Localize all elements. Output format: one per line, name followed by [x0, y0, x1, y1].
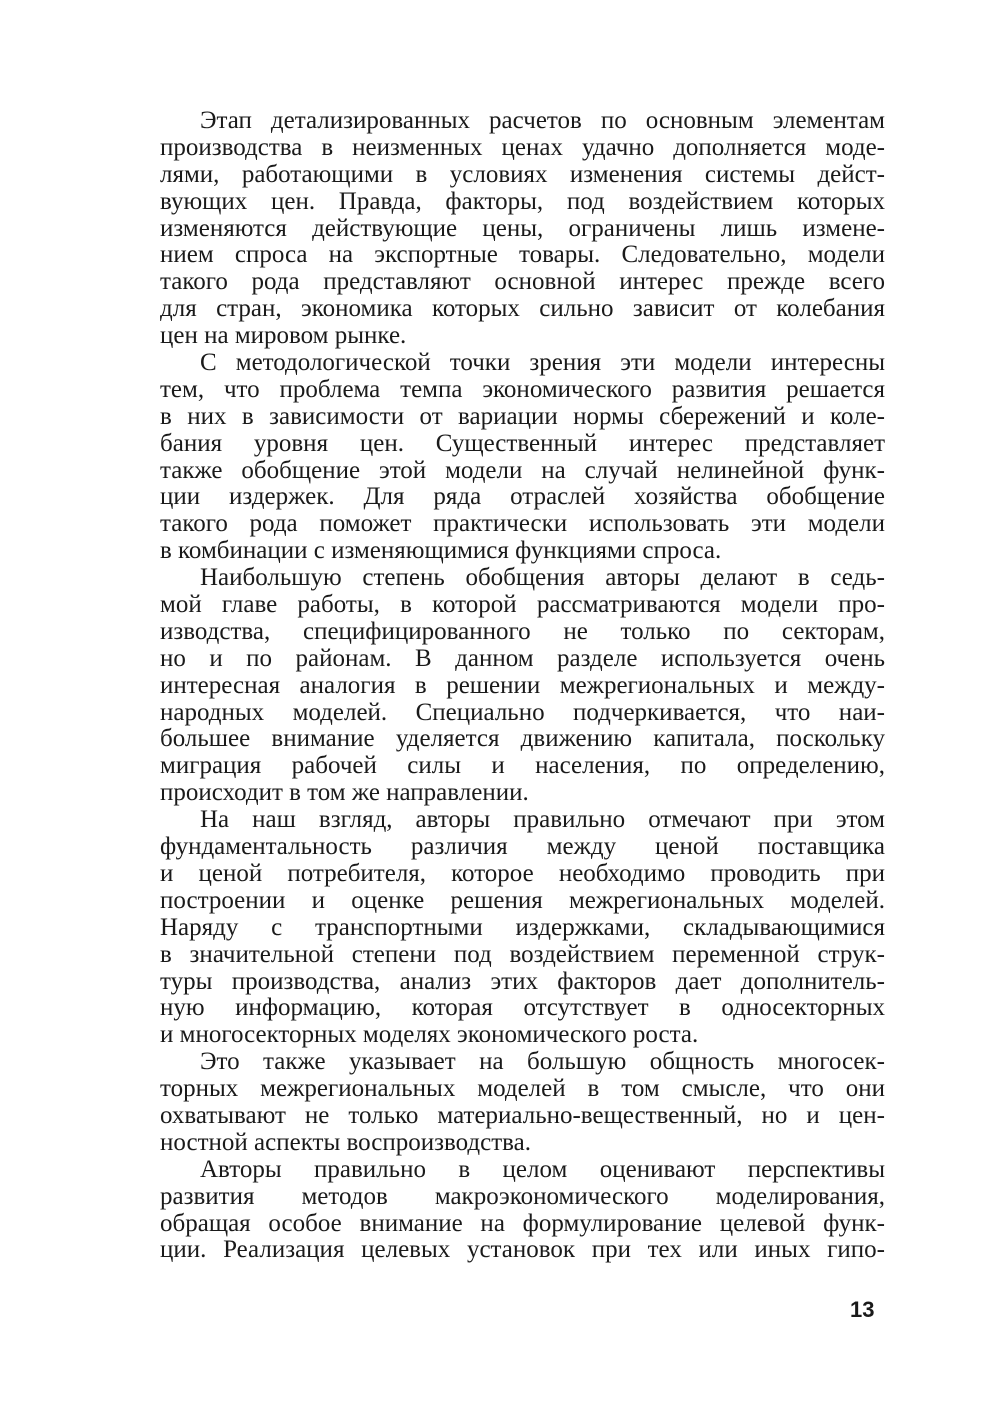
page-number: 13: [850, 1297, 875, 1322]
body-text: [160, 108, 885, 1264]
text-line: нием спроса на экспортные товары. Следовательно, модели: [160, 241, 885, 269]
text-line: народных моделей. Специально подчеркивается, что наи-: [160, 698, 885, 726]
text-line: Авторы правильно в целом оценивают перспективы: [200, 1155, 885, 1183]
text-line: в значительной степени под воздействием переменной струк-: [160, 940, 885, 968]
text-line: изводства, специфицированного не только по секторам,: [160, 617, 885, 645]
paragraph: [160, 565, 885, 807]
text-line: происходит в том же направлении.: [160, 779, 529, 807]
text-line: С методологической точки зрения эти модели интересны: [200, 349, 885, 377]
text-line: Этап детализированных расчетов по основным элементам: [200, 107, 885, 134]
paragraph: [160, 350, 885, 565]
text-line: бания уровня цен. Существенный интерес представляет: [160, 429, 885, 457]
text-line: развития методов макроэкономического моделирования,: [160, 1182, 885, 1210]
paragraph: [160, 807, 885, 1049]
text-line: и многосекторных моделях экономического роста.: [160, 1021, 699, 1049]
text-line: На наш взгляд, авторы правильно отмечают при этом: [200, 806, 885, 834]
paragraph: [160, 108, 885, 350]
text-line: вующих цен. Правда, факторы, под воздействием которых: [160, 187, 885, 215]
text-line: также обобщение этой модели на случай нелинейной функ-: [160, 456, 885, 484]
text-line: фундаментальность различия между ценой поставщика: [160, 833, 885, 861]
text-line: Наряду с транспортными издержками, складывающимися: [160, 913, 885, 941]
text-line: ции. Реализация целевых установок при тех или иных гипо-: [160, 1236, 885, 1264]
text-line: ностной аспекты воспроизводства.: [160, 1128, 531, 1156]
text-line: туры производства, анализ этих факторов дает дополнитель-: [160, 967, 885, 995]
text-line: большее внимание уделяется движению капитала, поскольку: [160, 725, 885, 753]
paragraph: [160, 1157, 885, 1265]
text-line: в них в зависимости от вариации нормы сбережений и коле-: [160, 402, 885, 430]
text-line: но и по районам. В данном разделе используется очень: [160, 644, 885, 672]
text-line: интересная аналогия в решении межрегиональных и между-: [160, 671, 885, 699]
text-line: ную информацию, которая отсутствует в односекторных: [160, 994, 885, 1022]
text-line: и ценой потребителя, которое необходимо проводить при: [160, 859, 885, 887]
text-line: охватывают не только материально-вещественный, но и цен-: [160, 1101, 885, 1129]
text-line: лями, работающими в условиях изменения системы дейст-: [160, 160, 885, 188]
text-line: торных межрегиональных моделей в том смысле, что они: [160, 1075, 885, 1103]
text-line: миграция рабочей силы и населения, по определению,: [160, 752, 885, 780]
text-line: Наибольшую степень обобщения авторы делают в седь-: [200, 564, 885, 592]
text-line: производства в неизменных ценах удачно дополняется моде-: [160, 133, 885, 161]
text-line: цен на мировом рынке.: [160, 322, 407, 350]
text-line: изменяются действующие цены, ограничены лишь измене-: [160, 214, 885, 242]
text-line: тем, что проблема темпа экономического развития решается: [160, 375, 885, 403]
text-line: такого рода поможет практически использовать эти модели: [160, 510, 885, 538]
text-line: ции издержек. Для ряда отраслей хозяйства обобщение: [160, 483, 885, 511]
text-line: в комбинации с изменяющимися функциями спроса.: [160, 537, 722, 565]
text-line: построении и оценке решения межрегиональных моделей.: [160, 886, 885, 914]
paragraph: [160, 1049, 885, 1157]
text-line: мой главе работы, в которой рассматриваются модели про-: [160, 591, 885, 619]
text-line: такого рода представляют основной интерес прежде всего: [160, 268, 885, 296]
text-line: обращая особое внимание на формулирование целевой функ-: [160, 1209, 885, 1237]
text-line: для стран, экономика которых сильно зависит от колебания: [160, 295, 885, 323]
text-line: Это также указывает на большую общность многосек-: [200, 1048, 885, 1076]
